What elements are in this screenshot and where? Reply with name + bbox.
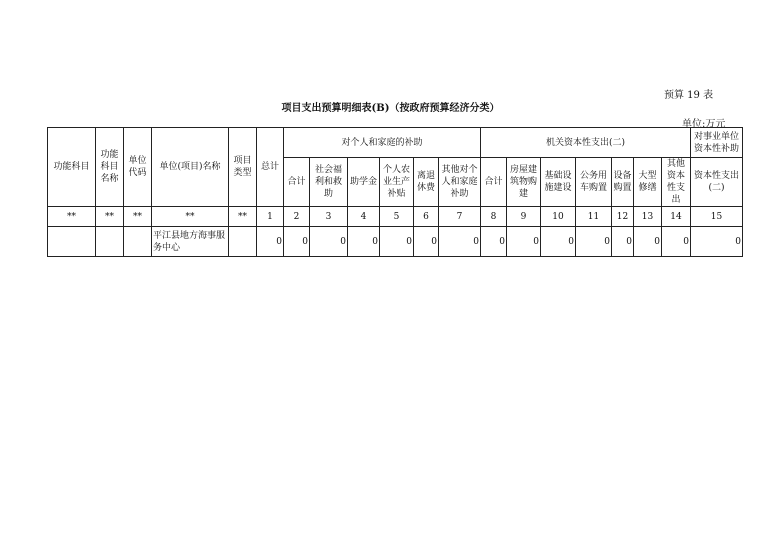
header-func-subject: 功能科目 <box>48 128 96 207</box>
cell-value: 0 <box>414 227 439 257</box>
cell-value: 0 <box>481 227 507 257</box>
cell-value: 0 <box>507 227 541 257</box>
document-title: 项目支出预算明细表(B)（按政府预算经济分类） <box>281 103 500 114</box>
unit-label: 单位:万元 <box>682 119 726 130</box>
cell-func-subject <box>48 227 96 257</box>
header-project-type: 项目类型 <box>229 128 257 207</box>
index-cell: 4 <box>348 207 380 227</box>
header-equipment-purchase: 设备购置 <box>612 158 634 207</box>
index-cell: 2 <box>284 207 310 227</box>
cell-value: 0 <box>310 227 348 257</box>
header-group-capital-expense: 机关资本性支出(二) <box>481 128 691 158</box>
index-cell: 11 <box>576 207 612 227</box>
header-capital-subsidy: 对事业单位资本性补助 <box>691 128 743 158</box>
cell-value: 0 <box>380 227 414 257</box>
cell-value: 0 <box>576 227 612 257</box>
cell-value: 0 <box>439 227 481 257</box>
index-cell: 6 <box>414 207 439 227</box>
header-building-purchase: 房屋建筑物购建 <box>507 158 541 207</box>
header-other-capital: 其他资本性支出 <box>662 158 691 207</box>
index-cell: 1 <box>257 207 284 227</box>
header-row-1 <box>48 128 743 158</box>
cell-value: 0 <box>257 227 284 257</box>
cell-value: 0 <box>691 227 743 257</box>
cell-unit-name: 平江县地方海事服务中心 <box>152 227 229 257</box>
index-cell: ** <box>229 207 257 227</box>
header-other-personal: 其他对个人和家庭补助 <box>439 158 481 207</box>
header-major-repair: 大型修缮 <box>634 158 662 207</box>
index-cell: 13 <box>634 207 662 227</box>
table-row <box>48 227 743 257</box>
index-cell: 5 <box>380 207 414 227</box>
header-infrastructure: 基础设施建设 <box>541 158 576 207</box>
cell-value: 0 <box>662 227 691 257</box>
index-cell: 3 <box>310 207 348 227</box>
header-func-subject-name: 功能科目名称 <box>96 128 124 207</box>
header-unit-code: 单位代码 <box>124 128 152 207</box>
header-vehicle-purchase: 公务用车购置 <box>576 158 612 207</box>
header-social-welfare: 社会福利和救助 <box>310 158 348 207</box>
index-cell: 8 <box>481 207 507 227</box>
header-capital-expense-2: 资本性支出(二) <box>691 158 743 207</box>
cell-project-type <box>229 227 257 257</box>
header-retirement-fee: 离退休费 <box>414 158 439 207</box>
cell-value: 0 <box>348 227 380 257</box>
index-cell: ** <box>124 207 152 227</box>
header-group-personal-subsidy: 对个人和家庭的补助 <box>284 128 481 158</box>
index-cell: ** <box>96 207 124 227</box>
index-cell: 14 <box>662 207 691 227</box>
cell-value: 0 <box>284 227 310 257</box>
cell-value: 0 <box>541 227 576 257</box>
budget-table <box>47 127 743 257</box>
index-cell: ** <box>48 207 96 227</box>
header-farmer-subsidy: 个人农业生产补贴 <box>380 158 414 207</box>
index-cell: 9 <box>507 207 541 227</box>
header-total: 总计 <box>257 128 284 207</box>
cell-value: 0 <box>634 227 662 257</box>
header-student-aid: 助学金 <box>348 158 380 207</box>
index-cell: 10 <box>541 207 576 227</box>
cell-value: 0 <box>612 227 634 257</box>
index-cell: 7 <box>439 207 481 227</box>
index-row <box>48 207 743 227</box>
header-subtotal-b: 合计 <box>481 158 507 207</box>
index-cell: 12 <box>612 207 634 227</box>
index-cell: 15 <box>691 207 743 227</box>
cell-func-subject-name <box>96 227 124 257</box>
index-cell: ** <box>152 207 229 227</box>
cell-unit-code <box>124 227 152 257</box>
table-number: 预算 19 表 <box>664 90 714 101</box>
header-subtotal-a: 合计 <box>284 158 310 207</box>
header-unit-project-name: 单位(项目)名称 <box>152 128 229 207</box>
